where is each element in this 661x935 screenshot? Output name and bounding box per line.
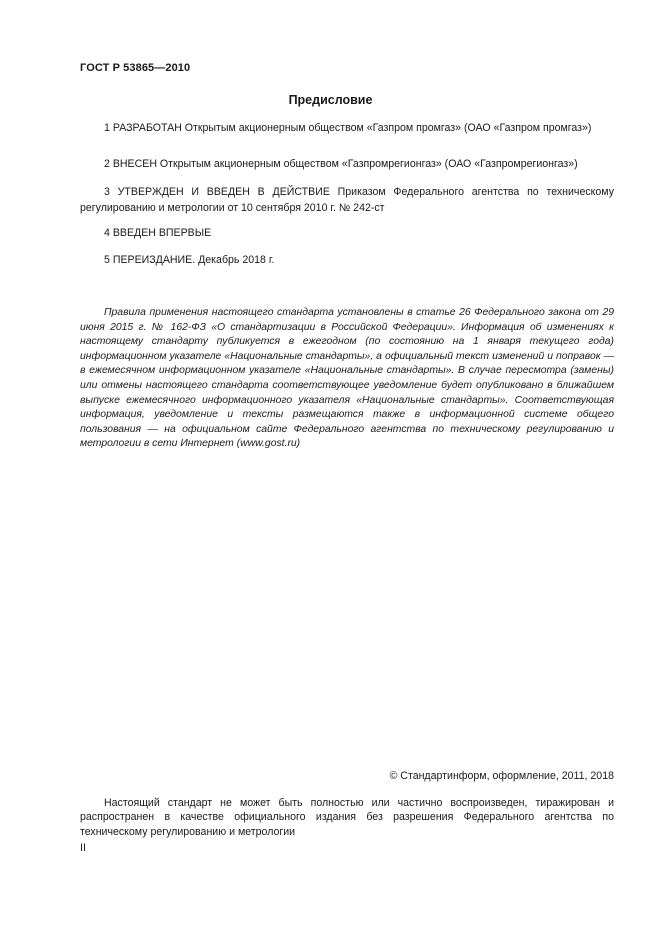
document-code: ГОСТ Р 53865—2010 — [80, 62, 191, 74]
foreword-item-introduced: 2 ВНЕСЕН Открытым акционерным обществом «Газпромрегионгаз» (ОАО «Газпромрегионгаз») — [104, 158, 578, 170]
foreword-title: Предисловие — [288, 93, 373, 107]
reproduction-notice: Настоящий стандарт не может быть полностью или частично воспроизведен, тиражирован и распространен в качестве официального издания без разрешения Федерального агентства по техническому регулированию и метрологии — [80, 797, 614, 838]
foreword-item-developed: 1 РАЗРАБОТАН Открытым акционерным обществом «Газпром промгаз» (ОАО «Газпром промгаз») — [104, 122, 592, 134]
standard-application-rules-note: Правила применения настоящего стандарта установлены в статье 26 Федерального закона от 29 июня 2015 г. № 162-ФЗ «О стандартизации в Российской Федерации». Информация об изменениях к настоящему стандарту публикуется в ежегодном (по состоянию на 1 января текущего года) информационном указателе «Национальные стандарты», а официальный текст изменений и поправок — в ежемесячном информационном указателе «Национальные стандарты». В случае пересмотра (замены) или отмены настоящего стандарта соответствующее уведомление будет опубликовано в ближайшем выпуске ежемесячного информационного указателя «Национальные стандарты». Соответствующая информация, уведомление и тексты размещаются также в информационной системе общего пользования — на официальном сайте Федерального агентства по техническому регулированию и метрологии в сети Интернет (www.gost.ru) — [80, 307, 614, 450]
foreword-item-first-introduced: 4 ВВЕДЕН ВПЕРВЫЕ — [104, 227, 212, 239]
foreword-item-republication: 5 ПЕРЕИЗДАНИЕ. Декабрь 2018 г. — [104, 254, 275, 266]
foreword-item-approved: 3 УТВЕРЖДЕН И ВВЕДЕН В ДЕЙСТВИЕ Приказом Федерального агентства по техническому регулированию и метрологии от 10 сентября 2010 г. № 242-ст — [80, 186, 614, 214]
copyright-line: © Стандартинформ, оформление, 2011, 2018 — [389, 770, 614, 782]
page-number: II — [80, 842, 86, 854]
